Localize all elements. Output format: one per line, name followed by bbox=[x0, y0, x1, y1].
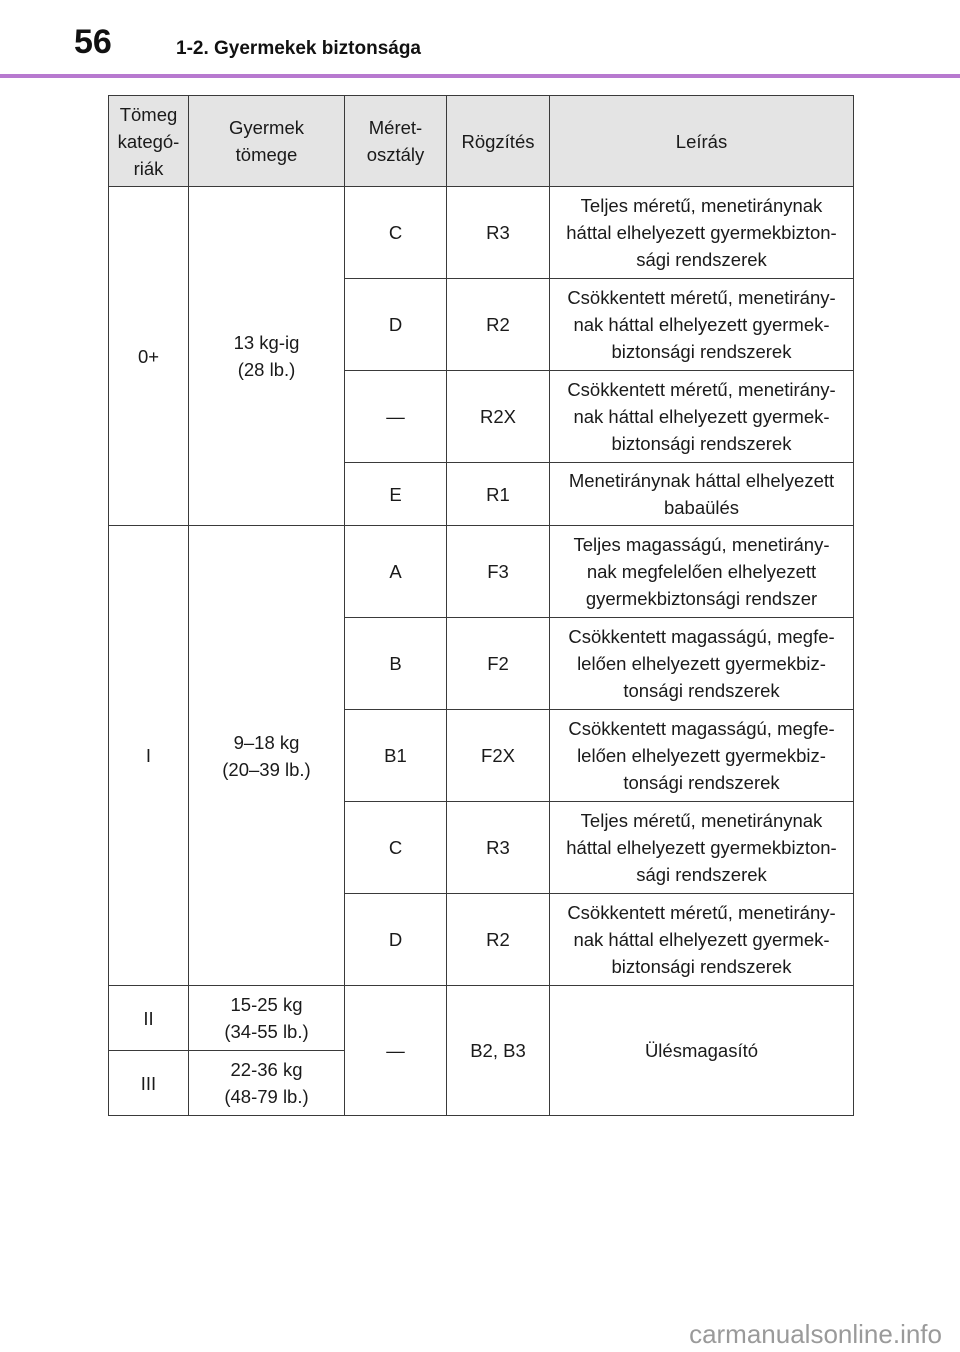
table-row bbox=[109, 986, 854, 1051]
size-class-cell: C bbox=[345, 802, 447, 894]
page-number: 56 bbox=[74, 23, 112, 61]
description-cell: Csökkentett méretű, menetirány- nak háttal elhelyezett gyermek- biztonsági rendszerek bbox=[550, 371, 854, 463]
fixture-cell: R3 bbox=[447, 802, 550, 894]
description-cell: Csökkentett méretű, menetirány- nak háttal elhelyezett gyermek- biztonsági rendszerek bbox=[550, 894, 854, 986]
fixture-cell: R2 bbox=[447, 279, 550, 371]
fixture-cell: R1 bbox=[447, 463, 550, 526]
size-class-cell: A bbox=[345, 526, 447, 618]
child-weight-cell: 9–18 kg (20–39 lb.) bbox=[189, 526, 345, 986]
header-divider bbox=[0, 74, 960, 78]
child-weight-cell: 13 kg-ig (28 lb.) bbox=[189, 187, 345, 526]
description-cell: Teljes magasságú, menetirány- nak megfelelően elhelyezett gyermekbiztonsági rendszer bbox=[550, 526, 854, 618]
watermark: carmanualsonline.info bbox=[689, 1319, 942, 1349]
table-header-row bbox=[109, 96, 854, 187]
child-weight-cell: 22-36 kg (48-79 lb.) bbox=[189, 1051, 345, 1116]
size-class-cell: D bbox=[345, 894, 447, 986]
fixture-cell: F3 bbox=[447, 526, 550, 618]
column-header-weight-category: Tömeg kategó- riák bbox=[109, 96, 189, 187]
size-class-cell: — bbox=[345, 371, 447, 463]
page-header bbox=[0, 0, 960, 80]
size-class-cell: — bbox=[345, 986, 447, 1116]
fixture-cell: R2 bbox=[447, 894, 550, 986]
column-header-fixture: Rögzítés bbox=[447, 96, 550, 187]
child-seat-table bbox=[108, 95, 854, 1116]
size-class-cell: C bbox=[345, 187, 447, 279]
fixture-cell: R2X bbox=[447, 371, 550, 463]
weight-category-cell: III bbox=[109, 1051, 189, 1116]
weight-category-cell: 0+ bbox=[109, 187, 189, 526]
size-class-cell: D bbox=[345, 279, 447, 371]
description-cell: Teljes méretű, menetiránynak háttal elhelyezett gyermekbizton- sági rendszerek bbox=[550, 187, 854, 279]
description-cell: Csökkentett magasságú, megfe- lelően elhelyezett gyermekbiz- tonsági rendszerek bbox=[550, 710, 854, 802]
column-header-description: Leírás bbox=[550, 96, 854, 187]
section-title: 1-2. Gyermekek biztonsága bbox=[176, 38, 421, 59]
description-cell: Csökkentett magasságú, megfe- lelően elhelyezett gyermekbiz- tonsági rendszerek bbox=[550, 618, 854, 710]
column-header-size-class: Méret- osztály bbox=[345, 96, 447, 187]
table-row bbox=[109, 187, 854, 279]
description-cell: Menetiránynak háttal elhelyezett babaülés bbox=[550, 463, 854, 526]
column-header-child-weight: Gyermek tömege bbox=[189, 96, 345, 187]
size-class-cell: B1 bbox=[345, 710, 447, 802]
size-class-cell: E bbox=[345, 463, 447, 526]
description-cell: Csökkentett méretű, menetirány- nak háttal elhelyezett gyermek- biztonsági rendszerek bbox=[550, 279, 854, 371]
child-weight-cell: 15-25 kg (34-55 lb.) bbox=[189, 986, 345, 1051]
fixture-cell: R3 bbox=[447, 187, 550, 279]
table-row bbox=[109, 526, 854, 618]
weight-category-cell: II bbox=[109, 986, 189, 1051]
description-cell: Teljes méretű, menetiránynak háttal elhelyezett gyermekbizton- sági rendszerek bbox=[550, 802, 854, 894]
description-cell: Ülésmagasító bbox=[550, 986, 854, 1116]
fixture-cell: F2X bbox=[447, 710, 550, 802]
weight-category-cell: I bbox=[109, 526, 189, 986]
fixture-cell: F2 bbox=[447, 618, 550, 710]
fixture-cell: B2, B3 bbox=[447, 986, 550, 1116]
size-class-cell: B bbox=[345, 618, 447, 710]
